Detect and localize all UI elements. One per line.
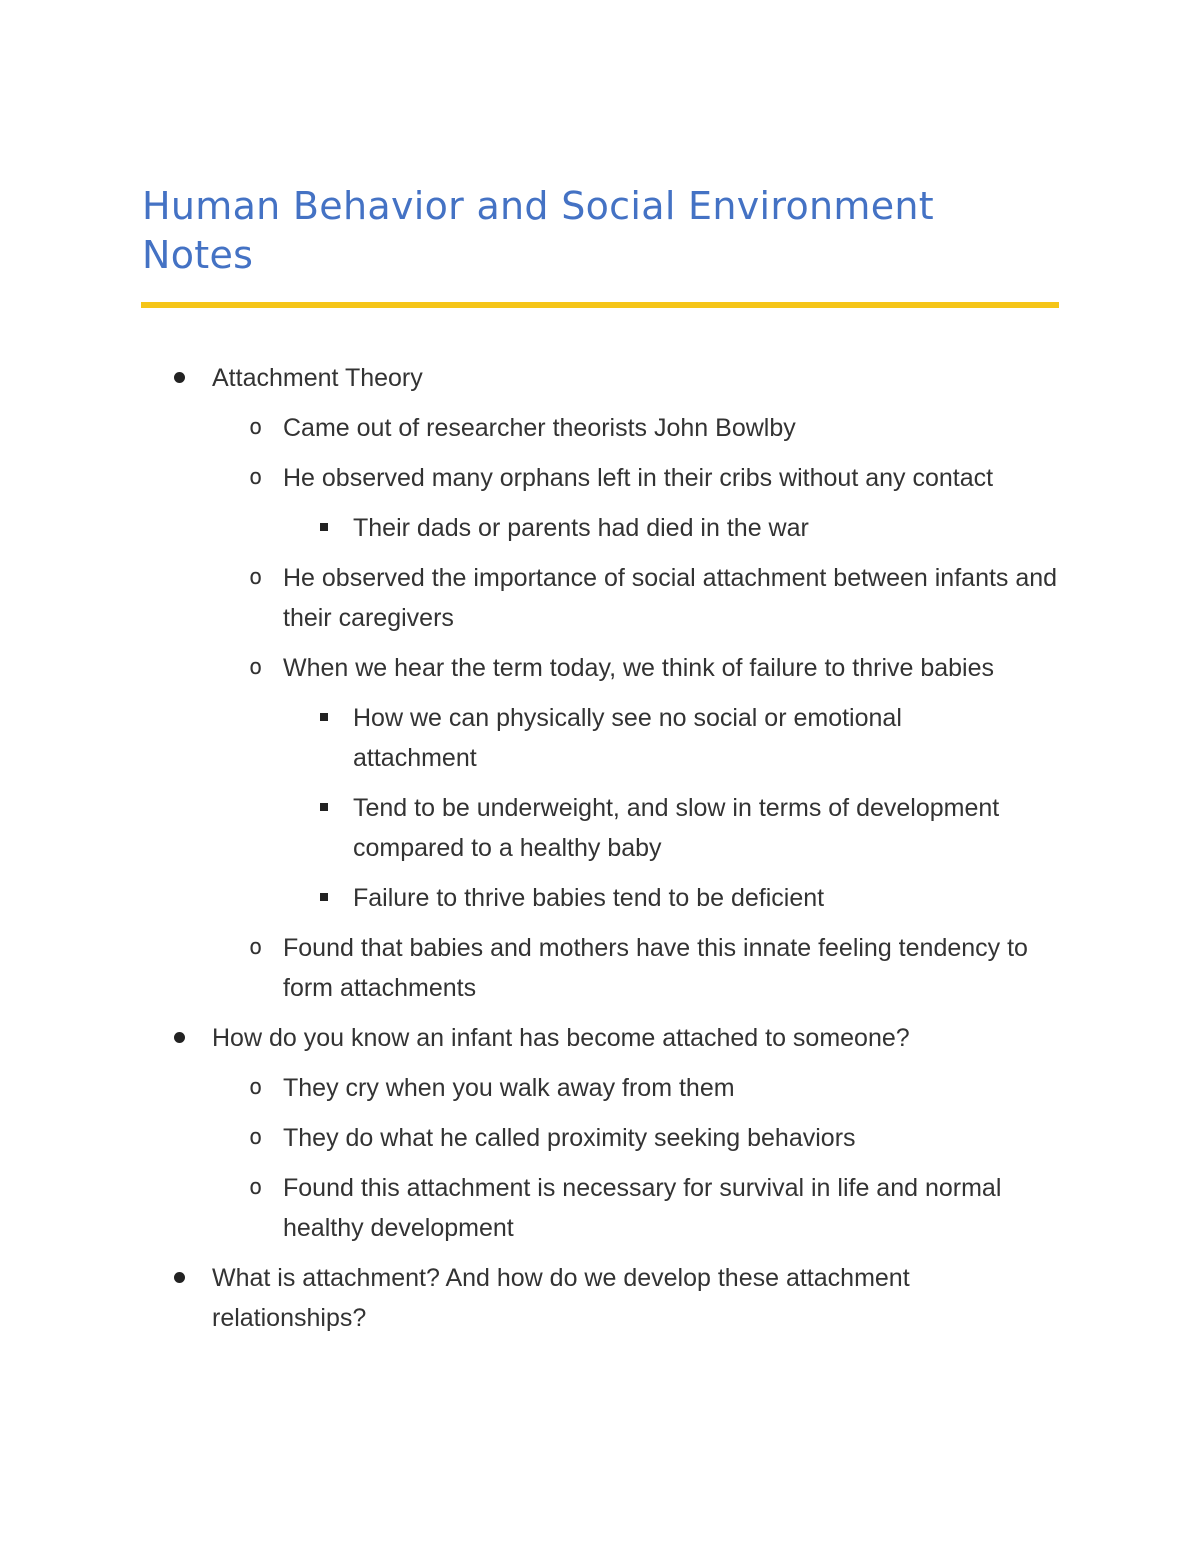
list-item (0, 928, 1063, 1008)
list-item-text: Found this attachment is necessary for survival in life and normal healthy development (283, 1174, 1002, 1242)
list-item (0, 558, 1063, 638)
list-item-text: When we hear the term today, we think of failure to thrive babies (283, 654, 995, 682)
list-item-text: He observed many orphans left in their cribs without any contact (283, 464, 994, 492)
list-item-text: They cry when you walk away from them (283, 1074, 735, 1102)
list-item-text: Tend to be underweight, and slow in terms of development compared to a healthy baby (353, 794, 1000, 862)
list-item (0, 1258, 1042, 1338)
list-item (0, 698, 1013, 778)
document-title: Human Behavior and Social Environment Notes (142, 184, 934, 277)
list-item (0, 408, 1063, 448)
bullet-circle-icon: o (249, 935, 263, 960)
bullet-circle-icon: o (249, 465, 263, 490)
bullet-circle-icon: o (249, 1175, 263, 1200)
list-item-text: Their dads or parents had died in the war (353, 514, 809, 542)
list-item-text: Attachment Theory (212, 364, 423, 392)
notes-list (0, 358, 1200, 1348)
list-item (0, 788, 1013, 868)
bullet-circle-icon: o (249, 1075, 263, 1100)
list-item (0, 648, 1063, 688)
bullet-circle-icon: o (249, 565, 263, 590)
list-item (0, 358, 1042, 398)
bullet-circle-icon: o (249, 415, 263, 440)
list-item (0, 1168, 1063, 1248)
bullet-circle-icon: o (249, 1125, 263, 1150)
list-item (0, 458, 1063, 498)
list-item-text: Found that babies and mothers have this innate feeling tendency to form attachments (283, 934, 1028, 1002)
list-item-text: Failure to thrive babies tend to be deficient (353, 884, 825, 912)
list-item-text: How do you know an infant has become attached to someone? (212, 1024, 910, 1052)
list-item (0, 878, 1013, 918)
list-item (0, 1018, 1042, 1058)
list-item-text: They do what he called proximity seeking behaviors (283, 1124, 856, 1152)
list-item-text: He observed the importance of social attachment between infants and their caregivers (283, 564, 1058, 632)
list-item-text: How we can physically see no social or emotional attachment (353, 704, 902, 772)
list-item-text: Came out of researcher theorists John Bowlby (283, 414, 796, 442)
list-item (0, 1068, 1063, 1108)
list-item (0, 1118, 1063, 1158)
list-item-text: What is attachment? And how do we develop these attachment relationships? (212, 1264, 910, 1332)
bullet-circle-icon: o (249, 655, 263, 680)
title-underline-rule (141, 302, 1059, 308)
list-item (0, 508, 1013, 548)
